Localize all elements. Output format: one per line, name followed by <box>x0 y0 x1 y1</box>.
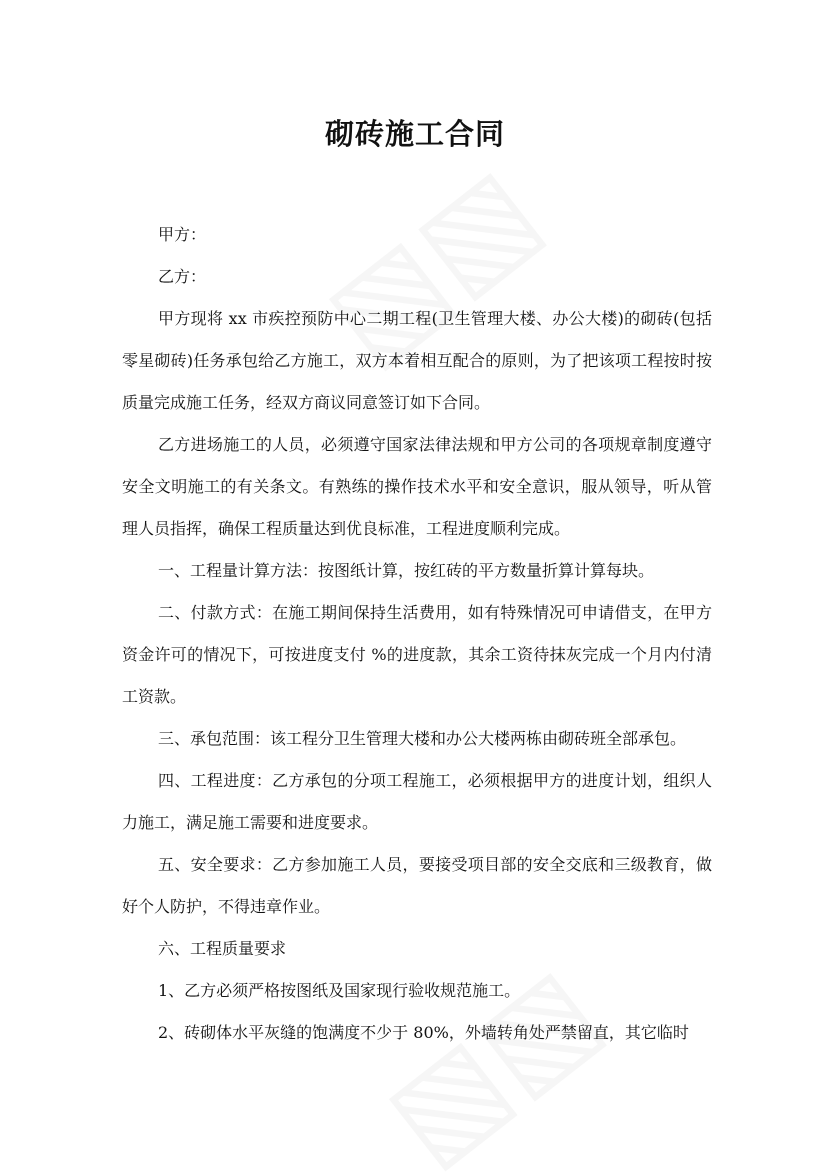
clause-schedule: 四、工程进度：乙方承包的分项工程施工，必须根据甲方的进度计划，组织人力施工，满足施工需要和进度要求。 <box>122 771 712 832</box>
clause-payment: 二、付款方式：在施工期间保持生活费用，如有特殊情况可申请借支，在甲方资金许可的情况下，可按进度支付 %的进度款，其余工资待抹灰完成一个月内付清工资款。 <box>122 603 712 706</box>
quality-item-2: 2、砖砌体水平灰缝的饱满度不少于 80%，外墙转角处严禁留直，其它临时 <box>158 1023 689 1042</box>
clause-safety: 五、安全要求：乙方参加施工人员，要接受项目部的安全交底和三级教育，做好个人防护，不得违章作业。 <box>122 855 712 916</box>
clause-quality-heading: 六、工程质量要求 <box>158 939 287 958</box>
clause-quantity-calculation: 一、工程量计算方法：按图纸计算，按红砖的平方数量折算计算每块。 <box>158 561 655 580</box>
party-a-line: 甲方： <box>158 225 207 244</box>
document-body <box>122 214 712 1054</box>
party-b-line: 乙方： <box>158 267 207 286</box>
document-title: 砌砖施工合同 <box>324 117 505 151</box>
clause-scope: 三、承包范围：该工程分卫生管理大楼和办公大楼两栋由砌砖班全部承包。 <box>158 729 687 748</box>
quality-item-1: 1、乙方必须严格按图纸及国家现行验收规范施工。 <box>158 981 521 1000</box>
personnel-paragraph: 乙方进场施工的人员，必须遵守国家法律法规和甲方公司的各项规章制度遵守安全文明施工的有关条文。有熟练的操作技术水平和安全意识，服从领导，听从管理人员指挥，确保工程质量达到优良标准，工程进度顺利完成。 <box>122 435 712 538</box>
intro-paragraph: 甲方现将 xx 市疾控预防中心二期工程(卫生管理大楼、办公大楼)的砌砖(包括零星砌砖)任务承包给乙方施工，双方本着相互配合的原则，为了把该项工程按时按质量完成施工任务，经双方商议同意签订如下合同。 <box>122 309 712 412</box>
